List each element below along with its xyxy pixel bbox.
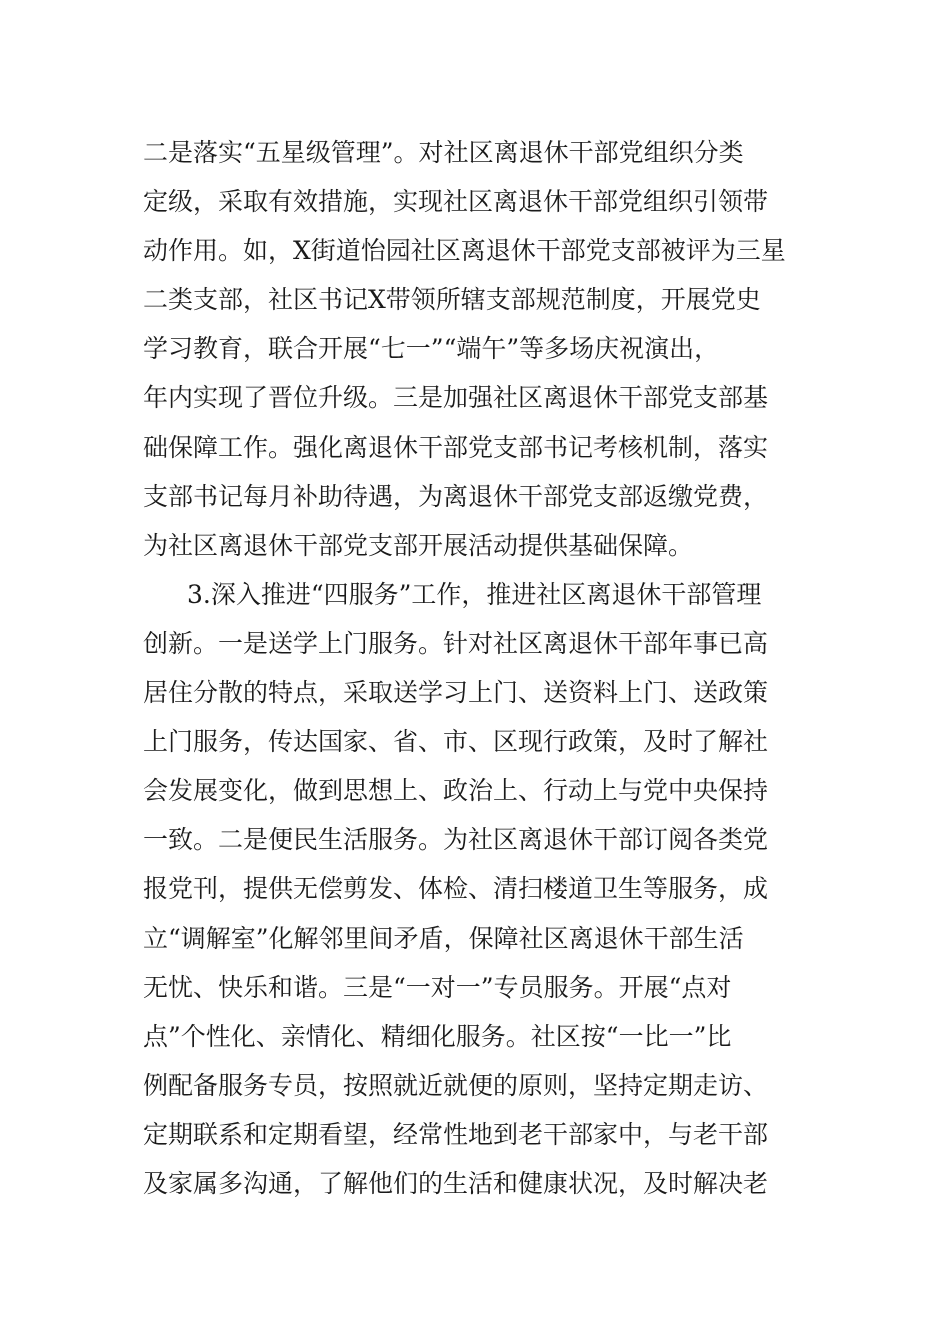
text-line: 点”个性化、亲情化、精细化服务。社区按“一比一”比 xyxy=(143,1021,732,1051)
text-line: 无忧、快乐和谐。三是“一对一”专员服务。开展“点对 xyxy=(143,972,732,1002)
text-line: 为社区离退休干部党支部开展活动提供基础保障。 xyxy=(143,530,694,560)
text-line: 例配备服务专员，按照就近就便的原则，坚持定期走访、 xyxy=(143,1070,769,1100)
body-text xyxy=(143,128,813,1208)
text-line: 创新。一是送学上门服务。针对社区离退休干部年事已高 xyxy=(143,628,769,658)
text-line: 础保障工作。强化离退休干部党支部书记考核机制，落实 xyxy=(143,432,769,462)
paragraph-start-line: 3.深入推进“四服务”工作，推进社区离退休干部管理 xyxy=(187,579,762,609)
text-line: 年内实现了晋位升级。三是加强社区离退休干部党支部基 xyxy=(143,383,769,413)
text-line: 及家属多沟通，了解他们的生活和健康状况，及时解决老 xyxy=(143,1168,769,1198)
text-line: 会发展变化，做到思想上、政治上、行动上与党中央保持 xyxy=(143,776,769,806)
text-line: 二是落实“五星级管理”。对社区离退休干部党组织分类 xyxy=(143,138,744,167)
text-line: 二类支部，社区书记X带领所辖支部规范制度，开展党史 xyxy=(143,285,761,315)
text-line: 上门服务，传达国家、省、市、区现行政策，及时了解社 xyxy=(143,727,769,757)
text-line: 定期联系和定期看望，经常性地到老干部家中，与老干部 xyxy=(143,1119,769,1149)
text-line: 动作用。如，X街道怡园社区离退休干部党支部被评为三星 xyxy=(143,236,786,266)
text-line: 立“调解室”化解邻里间矛盾，保障社区离退休干部生活 xyxy=(143,923,744,953)
text-line: 一致。二是便民生活服务。为社区离退休干部订阅各类党 xyxy=(143,825,769,855)
text-line: 居住分散的特点，采取送学习上门、送资料上门、送政策 xyxy=(143,678,769,708)
text-line: 学习教育，联合开展“七一”“端午”等多场庆祝演出， xyxy=(143,334,720,364)
text-line: 定级，采取有效措施，实现社区离退休干部党组织引领带 xyxy=(143,187,769,217)
text-line: 报党刊，提供无偿剪发、体检、清扫楼道卫生等服务，成 xyxy=(143,874,769,904)
text-line: 支部书记每月补助待遇，为离退休干部党支部返缴党费， xyxy=(143,481,769,511)
